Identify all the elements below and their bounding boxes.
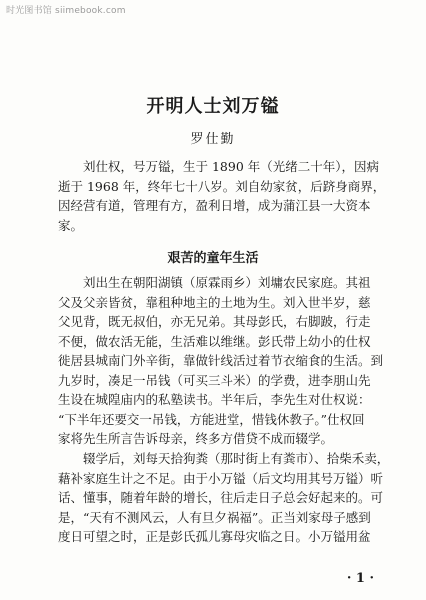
body-paragraph: [58, 273, 384, 449]
author-name: 罗仕勤: [190, 132, 236, 147]
text-line: 话、懂事，随着年龄的增长，往后走日子总会好起来的。可: [58, 490, 384, 505]
page-number: · 1 ·: [346, 571, 374, 586]
text-line: 徙居县城南门外辛街，靠做针线活过着节衣缩食的生活。到: [58, 353, 384, 368]
text-line: 藉补家庭生计之不足。由于小万镒（后文均用其号万镒）听: [58, 470, 384, 486]
text-line: 父见背，既无叔伯，亦无兄弟。其母彭氏，右脚跛，行走: [58, 314, 371, 329]
text-line: 不便，做农活无能，生活难以维继。彭氏带上幼小的仕权: [58, 333, 371, 349]
text-line: 家。: [58, 217, 84, 233]
text-line: 刘仕权，号万镒，生于 1890 年（光绪二十年），因病: [83, 159, 380, 174]
text-line: 逝于 1968 年，终年七十八岁。刘自幼家贫，后跻身商界，: [58, 178, 386, 194]
text-line: 是，“天有不测风云，人有旦夕祸福”。正当刘家母子感到: [58, 509, 371, 525]
body-paragraph: [58, 449, 390, 547]
section-heading: 艰苦的童年生活: [167, 251, 259, 266]
text-line: 辍学后，刘每天拾狗粪（那时街上有粪市）、拾柴禾卖，: [83, 451, 390, 466]
text-line: 父及父亲皆贫，靠租种地主的土地为生。刘入世半岁，慈: [58, 294, 371, 310]
text-line: 九岁时，凑足一吊钱（可买三斗米）的学费，进李朋山先: [58, 372, 371, 388]
text-line: 生设在城隍庙内的私塾读书。半年后，李先生对仕权说：: [58, 392, 371, 407]
text-line: 度日可望之时，正是彭氏孤儿寡母灾临之日。小万镒用盆: [58, 529, 371, 544]
intro-paragraph: [58, 157, 386, 235]
page-title: 开明人士刘万镒: [146, 96, 280, 117]
text-line: 因经营有道，管理有方，盈利日增，成为蒲江县一大资本: [58, 198, 371, 213]
text-line: 刘出生在朝阳湖镇（原霖雨乡）刘墉农民家庭。其祖: [83, 275, 371, 290]
text-line: “下半年还要交一吊钱，方能进堂，惜钱休教子。”仕权回: [58, 411, 365, 427]
watermark: 时光图书馆 siimebook.com: [6, 6, 126, 16]
text-line: 家将先生所言告诉母亲，终多方借贷不成而辍学。: [58, 431, 334, 446]
